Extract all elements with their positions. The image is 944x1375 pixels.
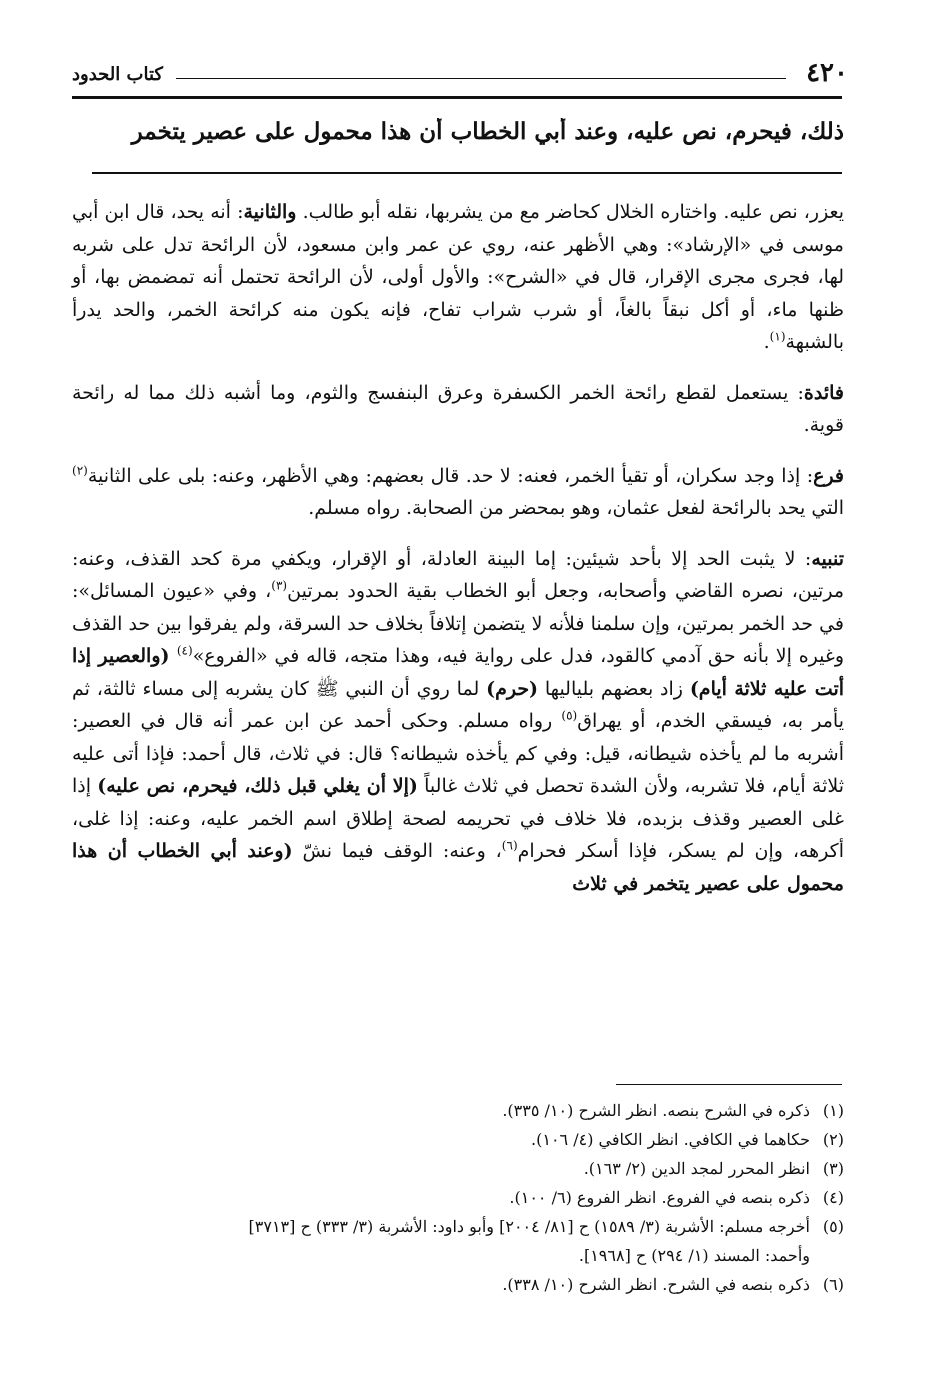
footnote-3 [72,1154,844,1183]
footnote-6 [72,1270,844,1299]
footnote-number: (٤) [822,1188,844,1207]
footnote-text: انظر المحرر لمجد الدين (٢/ ١٦٣). [583,1159,810,1178]
footnotes [72,1096,844,1299]
commentary-body [72,196,844,918]
footnote-ref-6[interactable]: (٦) [501,838,518,853]
running-header [72,58,848,92]
footnote-separator [616,1084,842,1085]
footnote-4 [72,1183,844,1212]
footnote-number: (٥) [822,1217,844,1236]
term-faida: فائدة [803,381,844,404]
footnote-5-continued: وأحمد: المسند (١/ ٢٩٤) ح [١٩٦٨]. [578,1246,810,1265]
footnote-ref-4[interactable]: (٤) [176,643,193,658]
footnote-ref-1[interactable]: (١) [769,329,786,344]
book-title: كتاب الحدود [72,64,163,85]
matn-quote-3: (إلا أن يغلي قبل ذلك، فيحرم، نص عليه) [97,775,418,797]
footnote-ref-3[interactable]: (٣) [271,578,288,593]
page-number: ٤٢٠ [806,58,848,88]
term-far: فرع [813,464,844,487]
footnote-5 [72,1212,844,1241]
excerpt-rule [92,172,842,174]
term-tanbih: تنبيه [811,547,844,570]
footnote-number: (٣) [822,1159,844,1178]
footnote-ref-2[interactable]: (٢) [72,463,88,478]
matn-excerpt: ذلك، فيحرم، نص عليه، وعند أبي الخطاب أن هذا محمول على عصير يتخمر [131,118,844,145]
matn-quote-1: (والعصير إذا أتت عليه ثلاثة أيام) [72,645,845,700]
paragraph-4: تنبيه: لا يثبت الحد إلا بأحد شيئين: إما البينة العادلة، أو الإقرار، ويكفي مرة كحد القذف، وعنه: مرتين، نصره القاضي وأصحابه، وجعل أبو الخطاب بقية الحدود بمرتين$^{(٣)}$، وفي «عيون المسائل»: في حد الخمر بمرتين، وإن سلمنا فلأنه لا يتضمن إتلافاً بخلاف حد السرقة، ولم يفرقوا بين حد القذف وغيره إلا بأنه حق آدمي كالقود، فدل على رواية فيه، وهذا متجه، قاله في «الفروع»$^{(٤)}$ (والعصير إذا أتت عليه ثلاثة أيام) زاد بعضهم بلياليها (حرم) لما روي أن النبي ﷺ كان يشربه إلى مساء ثالثة، ثم يأمر به، فيسقي الخدم، أو يهراق$^{(٥)}$ رواه مسلم. وحكى أحمد عن ابن عمر أنه قال في العصير: أشربه ما لم يأخذه شيطانه، قيل: وفي كم يأخذه شيطانه؟ قال: في ثلاث، قال أحمد: فإذا أتى عليه ثلاثة أيام، فلا تشربه، ولأن الشدة تحصل في ثلاث غالباً (إلا أن يغلي قبل ذلك، فيحرم، نص عليه) إذا غلى العصير وقذف بزبده، فلا خلاف في تحريمه لصحة إطلاق اسم الخمر عليه، وعنه: إذا غلى، أكرهه، وإن لم يسكر، فإذا أسكر فحرام$^{(٦)}$، وعنه: الوقف فيما نشّ (وعند أبي الخطاب أن هذا محمول على عصير يتخمر في ثلاث [72,547,845,895]
footnote-ref-5[interactable]: (٥) [561,708,578,723]
footnote-text: ذكره في الشرح بنصه. انظر الشرح (١٠/ ٣٣٥). [502,1101,810,1120]
footnote-number: (٢) [822,1130,844,1149]
paragraph-2: فائدة: يستعمل لقطع رائحة الخمر الكسفرة وعرق البنفسج والثوم، وما أشبه ذلك مما له رائحة قوية. [72,381,844,436]
footnote-number: (١) [822,1101,844,1120]
footnote-1 [72,1096,844,1125]
paragraph-3: فرع: إذا وجد سكران، أو تقيأ الخمر، فعنه: لا حد. قال بعضهم: وهي الأظهر، وعنه: بلى على الثانية$^{(٢)}$ التي يحد بالرائحة لفعل عثمان، وهو بمحضر من الصحابة. رواه مسلم. [72,463,844,519]
footnote-text: حكاهما في الكافي. انظر الكافي (٤/ ١٠٦). [531,1130,810,1149]
header-leader-line [176,78,786,79]
footnote-text: ذكره بنصه في الشرح. انظر الشرح (١٠/ ٣٣٨). [502,1275,810,1294]
footnote-number: (٦) [822,1275,844,1294]
paragraph-1: يعزر، نص عليه. واختاره الخلال كحاضر مع من يشربها، نقله أبو طالب. والثانية: أنه يحد، قال ابن أبي موسى في «الإرشاد»: وهي الأظهر عنه، روي عن عمر وابن مسعود، لأن الرائحة تدل على شربه لها، فجرى مجرى الإقرار، قال في «الشرح»: والأول أولى، لأن الرائحة تحتمل أنه تمضمض بها، أو ظنها ماء، أو أكل نبقاً بالغاً، أو شرب شراب تفاح، فإنه يكون منه كرائحة الخمر، والحد يدرأ بالشبهة$^{(١)}$. [72,201,845,353]
footnote-2 [72,1125,844,1154]
matn-quote-2: (حرم) [486,677,539,700]
footnote-text: ذكره بنصه في الفروع. انظر الفروع (٦/ ١٠٠). [509,1188,810,1207]
term-second-narration: والثانية [243,201,297,223]
footnote-text: أخرجه مسلم: الأشربة (٣/ ١٥٨٩) ح [٨١/ ٢٠٠٤] وأبو داود: الأشربة (٣/ ٣٣٣) ح [٣٧١٣] [248,1217,810,1236]
matn-quote-4: (وعند أبي الخطاب أن هذا محمول على عصير يتخمر في ثلاث [72,840,844,895]
header-rule [72,96,842,99]
